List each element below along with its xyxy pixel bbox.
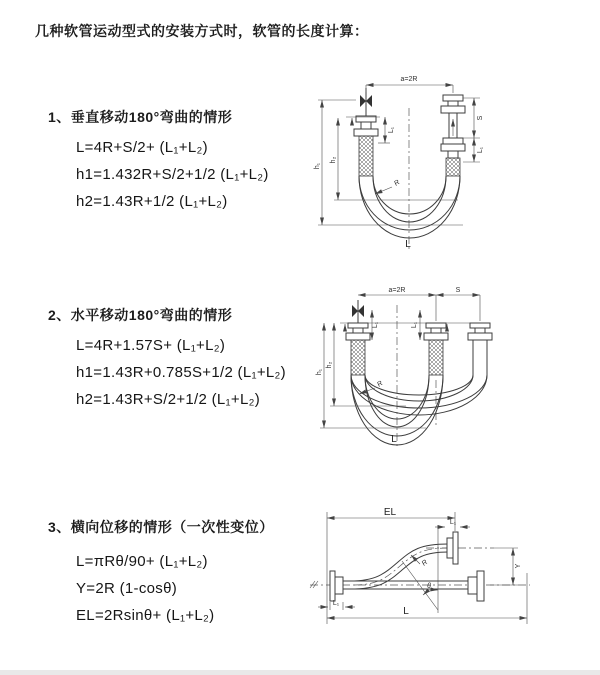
dim-label-l1: L₁	[388, 126, 395, 134]
dim-y	[490, 548, 522, 585]
dim-l1-right	[463, 138, 484, 162]
left-connector	[346, 88, 380, 176]
left-connector	[345, 300, 370, 375]
formula-L: L=4R+1.57S+ (L₁+L₂)	[76, 337, 226, 354]
dim-label-r: R	[376, 380, 385, 389]
braided-hose	[351, 340, 365, 375]
formula-h1: h1=1.432R+S/2+1/2 (L₁+L₂)	[76, 166, 269, 183]
section-vertical-movement	[48, 108, 269, 215]
dim-label-l1: L₁	[332, 600, 340, 607]
dim-label-r: R	[393, 179, 402, 188]
diagram-vertical-180-bend	[308, 68, 593, 263]
dim-label-l-total: L	[391, 434, 397, 445]
angle-theta	[402, 525, 438, 613]
section-3-formulas	[76, 548, 274, 629]
formula-L: L=πRθ/90+ (L₁+L₂)	[76, 553, 208, 570]
left-flange	[330, 571, 343, 601]
right-flange	[468, 571, 484, 601]
dim-label-h1: h₁	[316, 368, 323, 376]
dim-label-l1: L₁	[372, 321, 379, 329]
dim-s	[463, 98, 484, 138]
diagram-horizontal-180-bend	[306, 280, 596, 448]
formula-Y: Y=2R (1-cosθ)	[76, 580, 178, 597]
page-bottom-edge	[0, 670, 600, 675]
dim-label-r: R	[420, 558, 430, 568]
dim-label-s: S	[455, 287, 461, 294]
dim-l1-middle	[411, 310, 420, 340]
formula-h1: h1=1.43R+0.785S+1/2 (L₁+L₂)	[76, 364, 286, 381]
dim-label-el: EL	[383, 507, 397, 518]
hose-u-bend-positions	[351, 375, 487, 445]
dim-label-h1: h₁	[314, 162, 321, 170]
section-horizontal-movement	[48, 306, 286, 413]
dim-s	[436, 287, 480, 321]
braided-hose	[446, 158, 460, 176]
dim-label-l1: L₁	[411, 321, 418, 329]
dim-label-h2: h₂	[330, 156, 337, 164]
dim-h1	[316, 323, 426, 428]
right-connector	[468, 323, 492, 375]
braided-hose	[429, 340, 443, 375]
section-2-formulas	[76, 332, 286, 413]
dim-a2r	[358, 287, 436, 321]
dim-label-l1: L₁	[477, 146, 484, 154]
dim-l1-top	[435, 519, 470, 527]
section-1-formulas	[76, 134, 269, 215]
diagram-lateral-displacement	[298, 498, 588, 643]
radius-callout	[375, 179, 401, 194]
dim-label-l-total: L	[403, 606, 409, 617]
middle-connector	[424, 323, 448, 375]
dim-l1-left	[372, 310, 379, 340]
dim-l1-left	[378, 117, 395, 143]
centerline-break-mark	[310, 581, 318, 588]
section-3-heading: 3、横向位移的情形（一次性变位）	[48, 519, 274, 535]
dim-label-l-total: L	[405, 239, 411, 250]
section-1-heading: 1、垂直移动180°弯曲的情形	[48, 109, 233, 125]
dim-el	[327, 507, 455, 624]
formula-EL: EL=2Rsinθ+ (L₁+L₂)	[76, 607, 215, 624]
dim-label-a2r: a=2R	[400, 76, 418, 83]
dim-label-s: S	[477, 115, 484, 121]
dim-l1-bottom	[318, 600, 355, 610]
right-connector	[441, 95, 465, 176]
dim-label-y: Y	[515, 563, 522, 569]
section-2-heading: 2、水平移动180°弯曲的情形	[48, 307, 233, 323]
dim-a2r	[366, 76, 453, 93]
braided-hose	[359, 136, 373, 176]
upper-flange	[447, 532, 458, 564]
section-lateral-displacement	[48, 518, 274, 629]
dim-label-a2r: a=2R	[388, 287, 406, 294]
formula-h2: h2=1.43R+S/2+1/2 (L₁+L₂)	[76, 391, 261, 408]
formula-L: L=4R+S/2+ (L₁+L₂)	[76, 139, 208, 156]
page-title: 几种软管运动型式的安装方式时，软管的长度计算：	[35, 23, 369, 39]
hose-u-bend	[359, 176, 460, 238]
dim-label-h2: h₂	[326, 361, 333, 369]
dim-label-l1: L₁	[449, 519, 457, 526]
formula-h2: h2=1.43R+1/2 (L₁+L₂)	[76, 193, 228, 210]
dim-label-theta: θ	[427, 583, 431, 590]
